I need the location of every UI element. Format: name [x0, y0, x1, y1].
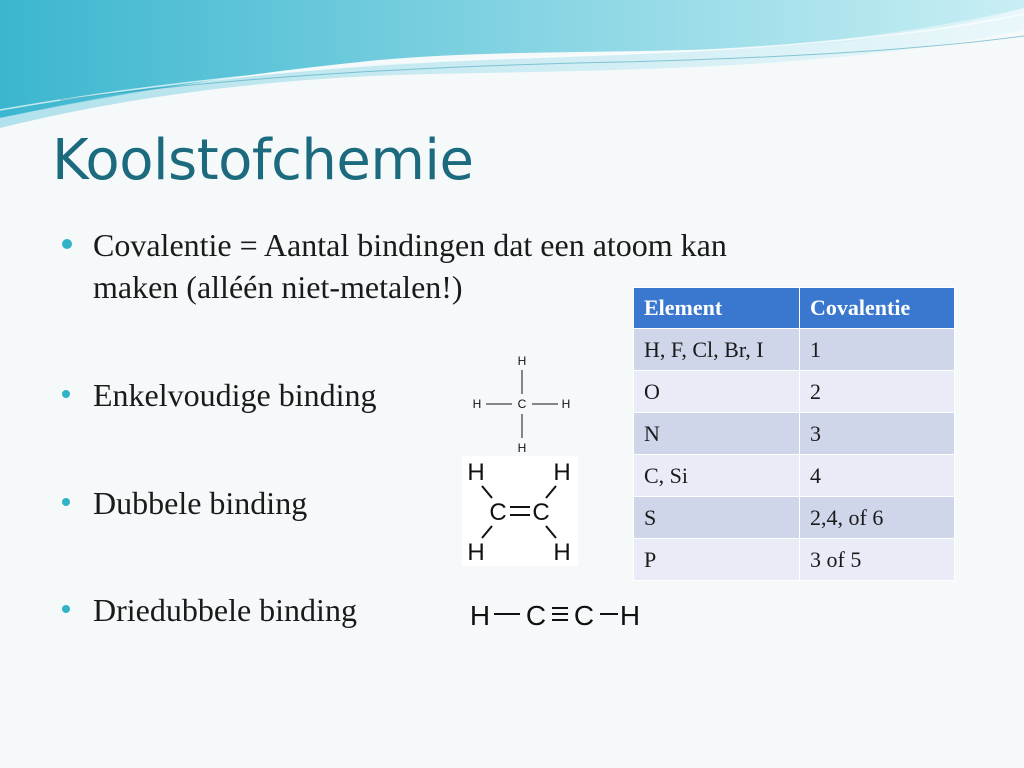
bullet-dot-icon [62, 239, 72, 249]
atom-h: H [553, 459, 571, 486]
header-covalentie: Covalentie [800, 288, 955, 329]
cell-element: N [634, 413, 800, 455]
header-element: Element [634, 288, 800, 329]
bullet-text: Enkelvoudige binding [93, 377, 377, 413]
bullet-dot-icon [62, 390, 70, 398]
cell-element: O [634, 371, 800, 413]
table-row [634, 413, 955, 455]
table-row [634, 455, 955, 497]
bullet-dot-icon [62, 605, 70, 613]
atom-h: H [553, 539, 571, 566]
atom-h: H [561, 397, 571, 411]
cell-element: H, F, Cl, Br, I [634, 329, 800, 371]
atom-h: H [472, 397, 482, 411]
atom-h: H [467, 459, 485, 486]
bullet-line-1: Covalentie = Aantal bindingen dat een atoom kan [93, 227, 727, 263]
covalentie-table [633, 287, 955, 581]
atom-c: C [517, 397, 527, 411]
cell-covalentie: 1 [800, 329, 955, 371]
atom-h: H [517, 441, 527, 455]
atom-h: H [467, 539, 485, 566]
cell-element: C, Si [634, 455, 800, 497]
cell-covalentie: 2 [800, 371, 955, 413]
bullet-dot-icon [62, 498, 70, 506]
bullet-text [93, 224, 727, 308]
cell-element: S [634, 497, 800, 539]
methane-structure [462, 350, 582, 460]
atom-h: H [517, 354, 527, 368]
cell-element: P [634, 539, 800, 581]
bullet-text: Dubbele binding [93, 485, 308, 521]
cell-covalentie: 2,4, of 6 [800, 497, 955, 539]
cell-covalentie: 3 [800, 413, 955, 455]
bullet-line-2: maken (alléén niet-metalen!) [93, 269, 463, 305]
table-row [634, 371, 955, 413]
ethene-structure [462, 456, 578, 566]
atom-c: C [489, 499, 507, 526]
decorative-wave-banner [0, 0, 1024, 130]
table-row [634, 329, 955, 371]
table-header-row [634, 288, 955, 329]
slide-title: Koolstofchemie [52, 128, 474, 193]
table-row [634, 497, 955, 539]
ethyne-structure [464, 594, 646, 634]
atom-c: C [573, 600, 595, 631]
cell-covalentie: 4 [800, 455, 955, 497]
atom-c: C [525, 600, 547, 631]
atom-h: H [469, 600, 491, 631]
atom-c: C [532, 499, 550, 526]
bullet-text: Driedubbele binding [93, 592, 357, 628]
table-row [634, 539, 955, 581]
cell-covalentie: 3 of 5 [800, 539, 955, 581]
atom-h: H [619, 600, 641, 631]
